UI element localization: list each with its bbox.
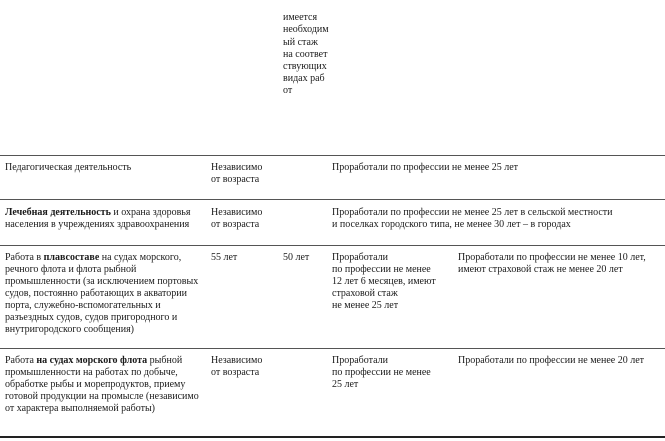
header-fragment-text: имеется необходимый стаж на соответствующих видах работ (283, 12, 329, 97)
row-4-age: Независимо от возраста (211, 355, 263, 378)
table-bottom-border (0, 436, 665, 438)
row-4-activity-pre: Работа (5, 355, 37, 366)
row-2-activity (5, 207, 205, 231)
row-1-condition: Проработали по профессии не менее 25 лет (332, 162, 519, 173)
row-2-condition: Проработали по профессии не менее 25 лет в сельской местности и поселках городского типа, не менее 30 лет – в городах (332, 207, 613, 230)
row-3-condition-left: Проработали по профессии не менее 12 лет 6 месяцев, имеют страховой стаж не менее 25 лет (332, 252, 436, 311)
row-3-activity (5, 252, 205, 336)
row-4-condition-left: Проработали по профессии не менее 25 лет (332, 355, 431, 390)
row-divider (0, 348, 665, 349)
row-2-activity-bold: Лечебная деятельность (5, 207, 111, 218)
row-divider (0, 245, 665, 246)
row-2-activity-rest: и охрана здоровья населения в учреждениях здравоохранения (5, 207, 191, 230)
row-1-age: Независимо от возраста (211, 162, 263, 185)
row-4-activity (5, 355, 205, 415)
row-3-age-men: 55 лет (211, 252, 238, 263)
row-3-activity-pre: Работа в (5, 252, 44, 263)
row-divider (0, 199, 665, 200)
row-divider (0, 155, 665, 156)
row-3-age-women: 50 лет (283, 252, 310, 263)
header-fragment (283, 0, 333, 110)
row-2-age: Независимо от возраста (211, 207, 263, 230)
row-3-activity-rest: на судах морского, речного флота и флота рыбной промышленности (за исключением портовых судов, постоянно работающих в акватории порта, служебно-вспомогательных и разъездных судов, судов пригородного и внутригородского сообщения) (5, 252, 199, 335)
row-4-activity-rest: рыбной промышленности на работах по добыче, обработке рыбы и морепродуктов, приему готовой продукции на промысле (независимо от характера выполняемой работы) (5, 355, 199, 414)
row-4-condition-right: Проработали по профессии не менее 20 лет (458, 355, 645, 366)
row-1-activity: Педагогическая деятельность (5, 162, 132, 173)
row-3-condition-right: Проработали по профессии не менее 10 лет, имеют страховой стаж не менее 20 лет (458, 252, 646, 275)
row-4-activity-bold: на судах морского флота (36, 355, 148, 366)
row-3-activity-bold: плавсоставе (43, 252, 100, 263)
